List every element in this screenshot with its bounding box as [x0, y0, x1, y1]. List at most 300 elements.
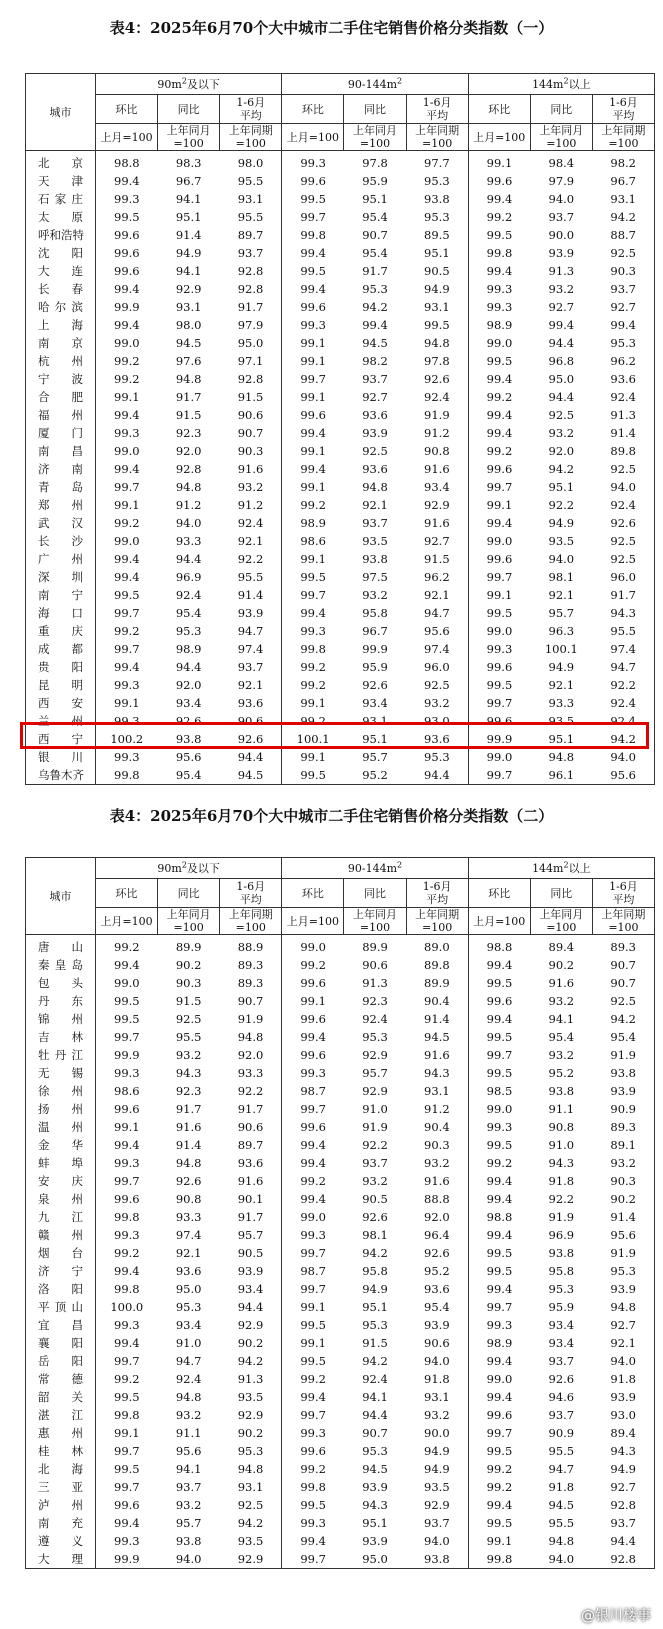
- value-cell: 96.1: [530, 766, 592, 785]
- city-cell: 深圳: [26, 568, 96, 586]
- value-cell: 90.3: [592, 262, 654, 280]
- value-cell: 92.5: [592, 532, 654, 550]
- value-cell: 100.1: [296, 732, 330, 746]
- city-cell: 太原: [26, 208, 96, 226]
- value-cell: 99.6: [486, 174, 513, 188]
- table-row: [26, 694, 655, 712]
- value-cell: 91.9: [592, 1244, 654, 1262]
- value-cell: 93.6: [592, 370, 654, 388]
- value-cell: 93.7: [592, 1514, 654, 1532]
- value-cell: 98.8: [486, 1210, 513, 1224]
- value-cell: 92.2: [592, 676, 654, 694]
- value-cell: 95.3: [175, 624, 202, 638]
- value-cell: 94.4: [362, 1408, 388, 1422]
- value-cell: 93.1: [406, 1388, 468, 1406]
- value-cell: 91.9: [362, 1120, 388, 1134]
- table-row: [26, 992, 655, 1010]
- value-cell: 92.4: [362, 1012, 388, 1026]
- table-row: [26, 956, 655, 974]
- city-cell: 扬州: [26, 1100, 96, 1118]
- value-cell: 99.0: [114, 976, 140, 990]
- value-cell: 90.6: [362, 958, 388, 972]
- table-row: [26, 1244, 655, 1262]
- city-cell: 天津: [26, 172, 96, 190]
- value-cell: 99.8: [114, 1282, 140, 1296]
- value-cell: 93.5: [362, 534, 388, 548]
- table-row: [26, 935, 655, 957]
- sub-header: 1-6月 平均: [592, 879, 654, 908]
- value-cell: 94.2: [220, 1352, 282, 1370]
- value-cell: 98.7: [300, 1084, 326, 1098]
- value-cell: 88.9: [220, 935, 282, 957]
- city-cell: 宁波: [26, 370, 96, 388]
- city-cell: 徐州: [26, 1082, 96, 1100]
- value-cell: 89.8: [406, 956, 468, 974]
- value-cell: 90.6: [220, 406, 282, 424]
- value-cell: 99.7: [300, 588, 326, 602]
- value-cell: 94.2: [220, 1514, 282, 1532]
- value-cell: 93.8: [406, 1550, 468, 1569]
- base-header: 上月=100: [468, 124, 530, 151]
- value-cell: 95.3: [406, 172, 468, 190]
- value-cell: 99.1: [300, 552, 326, 566]
- value-cell: 99.6: [300, 1048, 326, 1062]
- table-row: [26, 496, 655, 514]
- city-cell: 安庆: [26, 1172, 96, 1190]
- value-cell: 99.7: [300, 210, 326, 224]
- value-cell: 94.4: [175, 552, 202, 566]
- value-cell: 91.2: [406, 1100, 468, 1118]
- value-cell: 94.4: [175, 660, 202, 674]
- city-cell: 遵义: [26, 1532, 96, 1550]
- table-row: [26, 1154, 655, 1172]
- base-header: 上年同月 =100: [158, 908, 220, 935]
- value-cell: 89.1: [592, 1136, 654, 1154]
- sub-header: 环比: [96, 879, 158, 908]
- value-cell: 99.6: [114, 228, 140, 242]
- value-cell: 92.5: [592, 244, 654, 262]
- value-cell: 99.8: [114, 1408, 140, 1422]
- value-cell: 99.5: [114, 1462, 140, 1476]
- value-cell: 94.2: [362, 300, 388, 314]
- value-cell: 92.9: [220, 1316, 282, 1334]
- value-cell: 94.7: [406, 604, 468, 622]
- value-cell: 92.3: [175, 426, 202, 440]
- value-cell: 95.4: [548, 1030, 575, 1044]
- value-cell: 99.4: [114, 1336, 140, 1350]
- value-cell: 90.7: [220, 992, 282, 1010]
- value-cell: 92.0: [175, 444, 202, 458]
- city-cell: 包头: [26, 974, 96, 992]
- value-cell: 90.6: [406, 1334, 468, 1352]
- value-cell: 98.6: [300, 534, 326, 548]
- value-cell: 93.1: [220, 1478, 282, 1496]
- value-cell: 92.0: [220, 1046, 282, 1064]
- base-header: 上月=100: [282, 908, 344, 935]
- value-cell: 95.0: [220, 334, 282, 352]
- value-cell: 99.2: [300, 1372, 326, 1386]
- value-cell: 99.3: [114, 678, 140, 692]
- table-row: [26, 1028, 655, 1046]
- value-cell: 99.4: [486, 1192, 513, 1206]
- value-cell: 99.7: [282, 1550, 344, 1569]
- value-cell: 100.0: [110, 1300, 144, 1314]
- value-cell: 96.4: [406, 1226, 468, 1244]
- value-cell: 99.5: [486, 354, 513, 368]
- value-cell: 99.5: [486, 606, 513, 620]
- value-cell: 99.4: [486, 1390, 513, 1404]
- value-cell: 99.1: [114, 1426, 140, 1440]
- value-cell: 92.8: [220, 262, 282, 280]
- table-row: [26, 532, 655, 550]
- table-row: [26, 676, 655, 694]
- value-cell: 96.0: [592, 568, 654, 586]
- value-cell: 91.4: [406, 1010, 468, 1028]
- value-cell: 99.4: [300, 426, 326, 440]
- value-cell: 99.4: [300, 246, 326, 260]
- value-cell: 98.3: [175, 156, 202, 170]
- value-cell: 94.5: [406, 1028, 468, 1046]
- city-cell: 哈尔滨: [26, 298, 96, 316]
- table-row: [26, 388, 655, 406]
- value-cell: 99.0: [486, 750, 513, 764]
- value-cell: 93.5: [548, 714, 575, 728]
- value-cell: 95.2: [344, 766, 406, 785]
- city-cell: 成都: [26, 640, 96, 658]
- value-cell: 99.5: [406, 316, 468, 334]
- value-cell: 99.1: [300, 1336, 326, 1350]
- table-row: [26, 352, 655, 370]
- value-cell: 93.7: [548, 1408, 575, 1422]
- value-cell: 99.4: [300, 282, 326, 296]
- value-cell: 99.6: [114, 1498, 140, 1512]
- value-cell: 92.5: [175, 1012, 202, 1026]
- value-cell: 99.6: [300, 174, 326, 188]
- city-cell: 上海: [26, 316, 96, 334]
- table-row: [26, 1370, 655, 1388]
- city-cell: 丹东: [26, 992, 96, 1010]
- value-cell: 92.5: [592, 992, 654, 1010]
- value-cell: 91.4: [175, 1138, 202, 1152]
- value-cell: 94.7: [220, 622, 282, 640]
- city-cell: 济南: [26, 460, 96, 478]
- value-cell: 93.5: [220, 1388, 282, 1406]
- value-cell: 93.7: [406, 1514, 468, 1532]
- value-cell: 95.1: [406, 244, 468, 262]
- value-cell: 93.4: [362, 696, 388, 710]
- value-cell: 99.2: [486, 210, 513, 224]
- value-cell: 99.3: [114, 1318, 140, 1332]
- value-cell: 95.0: [175, 1282, 202, 1296]
- value-cell: 91.6: [406, 460, 468, 478]
- table-row: [26, 1496, 655, 1514]
- value-cell: 92.6: [406, 370, 468, 388]
- value-cell: 99.1: [486, 156, 513, 170]
- value-cell: 94.8: [362, 480, 388, 494]
- value-cell: 96.2: [592, 352, 654, 370]
- table-row: [26, 1118, 655, 1136]
- value-cell: 99.7: [114, 1444, 140, 1458]
- table-row: [26, 1208, 655, 1226]
- value-cell: 93.2: [406, 694, 468, 712]
- value-cell: 99.6: [114, 264, 140, 278]
- value-cell: 97.4: [406, 640, 468, 658]
- value-cell: 99.7: [468, 766, 530, 785]
- value-cell: 93.1: [406, 298, 468, 316]
- value-cell: 99.2: [300, 660, 326, 674]
- value-cell: 89.5: [406, 226, 468, 244]
- value-cell: 92.9: [406, 496, 468, 514]
- value-cell: 92.8: [592, 1496, 654, 1514]
- value-cell: 93.7: [362, 1156, 388, 1170]
- table-row: [26, 190, 655, 208]
- value-cell: 91.7: [175, 390, 202, 404]
- value-cell: 99.5: [486, 1030, 513, 1044]
- value-cell: 99.0: [486, 1102, 513, 1116]
- value-cell: 99.2: [114, 1246, 140, 1260]
- value-cell: 99.6: [300, 1120, 326, 1134]
- city-cell: 长沙: [26, 532, 96, 550]
- value-cell: 93.2: [548, 1048, 575, 1062]
- value-cell: 90.0: [548, 228, 575, 242]
- city-cell: 青岛: [26, 478, 96, 496]
- value-cell: 99.5: [486, 1516, 513, 1530]
- value-cell: 98.7: [300, 1264, 326, 1278]
- value-cell: 89.9: [175, 940, 202, 954]
- value-cell: 93.2: [548, 994, 575, 1008]
- value-cell: 99.3: [114, 1534, 140, 1548]
- value-cell: 98.0: [220, 151, 282, 173]
- value-cell: 99.1: [486, 498, 513, 512]
- value-cell: 93.7: [548, 1354, 575, 1368]
- value-cell: 93.7: [548, 210, 575, 224]
- value-cell: 99.9: [114, 1048, 140, 1062]
- value-cell: 97.1: [220, 352, 282, 370]
- value-cell: 99.2: [486, 1462, 513, 1476]
- value-cell: 99.5: [486, 1138, 513, 1152]
- value-cell: 91.8: [406, 1370, 468, 1388]
- value-cell: 99.5: [114, 1390, 140, 1404]
- table-row: [26, 316, 655, 334]
- value-cell: 95.1: [362, 1516, 388, 1530]
- value-cell: 91.2: [175, 498, 202, 512]
- value-cell: 99.4: [300, 462, 326, 476]
- value-cell: 99.8: [300, 228, 326, 242]
- value-cell: 92.5: [220, 1496, 282, 1514]
- value-cell: 91.5: [175, 994, 202, 1008]
- value-cell: 95.1: [175, 210, 202, 224]
- value-cell: 91.2: [220, 496, 282, 514]
- value-cell: 99.6: [300, 1444, 326, 1458]
- value-cell: 99.4: [300, 1138, 326, 1152]
- value-cell: 92.6: [406, 1244, 468, 1262]
- city-cell: 湛江: [26, 1406, 96, 1424]
- value-cell: 99.1: [114, 498, 140, 512]
- value-cell: 98.5: [486, 1084, 513, 1098]
- base-header: 上年同月 =100: [530, 908, 592, 935]
- group-header: $144m^2$以上: [468, 858, 654, 879]
- value-cell: 99.4: [114, 660, 140, 674]
- value-cell: 99.1: [114, 1120, 140, 1134]
- value-cell: 99.1: [300, 994, 326, 1008]
- city-cell: 温州: [26, 1118, 96, 1136]
- value-cell: 96.3: [548, 624, 575, 638]
- value-cell: 94.9: [406, 1442, 468, 1460]
- value-cell: 99.5: [300, 264, 326, 278]
- value-cell: 99.6: [486, 1408, 513, 1422]
- city-cell: 韶关: [26, 1388, 96, 1406]
- value-cell: 95.3: [406, 208, 468, 226]
- value-cell: 92.2: [220, 1082, 282, 1100]
- value-cell: 99.4: [486, 958, 513, 972]
- value-cell: 95.9: [548, 1300, 575, 1314]
- value-cell: 93.2: [220, 478, 282, 496]
- value-cell: 93.0: [592, 1406, 654, 1424]
- value-cell: 95.0: [344, 1550, 406, 1569]
- value-cell: 89.3: [220, 956, 282, 974]
- value-cell: 99.5: [114, 994, 140, 1008]
- value-cell: 99.9: [96, 1550, 158, 1569]
- value-cell: 94.3: [592, 1442, 654, 1460]
- value-cell: 99.0: [486, 534, 513, 548]
- table-row: [26, 1172, 655, 1190]
- value-cell: 94.5: [548, 1498, 575, 1512]
- value-cell: 94.8: [406, 334, 468, 352]
- value-cell: 94.0: [548, 552, 575, 566]
- value-cell: 95.4: [362, 246, 388, 260]
- table-row: [26, 730, 655, 748]
- value-cell: 91.8: [548, 1174, 575, 1188]
- city-header: 城市: [26, 74, 96, 151]
- value-cell: 98.9: [175, 642, 202, 656]
- value-cell: 93.2: [175, 1408, 202, 1422]
- value-cell: 93.2: [548, 426, 575, 440]
- value-cell: 92.8: [592, 1550, 654, 1569]
- value-cell: 91.7: [592, 586, 654, 604]
- value-cell: 99.5: [486, 1444, 513, 1458]
- sub-header: 1-6月 平均: [220, 879, 282, 908]
- city-cell: 锦州: [26, 1010, 96, 1028]
- value-cell: 99.6: [300, 408, 326, 422]
- value-cell: 99.7: [486, 1300, 513, 1314]
- value-cell: 95.8: [362, 1264, 388, 1278]
- value-cell: 93.7: [220, 244, 282, 262]
- value-cell: 91.7: [220, 1208, 282, 1226]
- value-cell: 91.6: [406, 1172, 468, 1190]
- value-cell: 89.4: [548, 940, 575, 954]
- value-cell: 99.7: [114, 1030, 140, 1044]
- value-cell: 93.4: [175, 1318, 202, 1332]
- value-cell: 91.5: [406, 550, 468, 568]
- value-cell: 93.1: [592, 190, 654, 208]
- value-cell: 93.6: [362, 462, 388, 476]
- city-cell: 九江: [26, 1208, 96, 1226]
- value-cell: 94.8: [220, 1460, 282, 1478]
- table-row: [26, 550, 655, 568]
- value-cell: 99.3: [300, 1516, 326, 1530]
- value-cell: 98.8: [114, 156, 140, 170]
- value-cell: 99.3: [486, 282, 513, 296]
- value-cell: 93.1: [362, 714, 388, 728]
- value-cell: 93.8: [548, 1084, 575, 1098]
- value-cell: 99.2: [114, 624, 140, 638]
- value-cell: 99.3: [114, 1066, 140, 1080]
- city-cell: 金华: [26, 1136, 96, 1154]
- table-row: [26, 406, 655, 424]
- value-cell: 96.8: [548, 354, 575, 368]
- value-cell: 99.5: [300, 1498, 326, 1512]
- value-cell: 93.3: [175, 534, 202, 548]
- value-cell: 93.8: [406, 190, 468, 208]
- city-cell: 蚌埠: [26, 1154, 96, 1172]
- city-cell: 海口: [26, 604, 96, 622]
- value-cell: 99.4: [486, 408, 513, 422]
- sub-header: 1-6月 平均: [592, 95, 654, 124]
- value-cell: 95.6: [175, 750, 202, 764]
- city-cell: 吉林: [26, 1028, 96, 1046]
- value-cell: 92.5: [548, 408, 575, 422]
- table-row: [26, 1082, 655, 1100]
- table-row: [26, 1406, 655, 1424]
- table-row: [26, 748, 655, 766]
- value-cell: 99.5: [300, 570, 326, 584]
- value-cell: 95.5: [592, 622, 654, 640]
- table-row: [26, 151, 655, 173]
- value-cell: 99.2: [300, 958, 326, 972]
- base-header: 上月=100: [96, 124, 158, 151]
- value-cell: 99.4: [300, 1192, 326, 1206]
- value-cell: 99.0: [114, 534, 140, 548]
- city-cell: 厦门: [26, 424, 96, 442]
- value-cell: 99.2: [114, 516, 140, 530]
- value-cell: 99.4: [486, 1282, 513, 1296]
- value-cell: 94.8: [175, 480, 202, 494]
- value-cell: 94.2: [592, 730, 654, 748]
- value-cell: 99.4: [114, 462, 140, 476]
- city-cell: 乌鲁木齐: [26, 766, 96, 785]
- value-cell: 99.4: [362, 318, 388, 332]
- watermark: @银川楼事: [581, 1608, 651, 1624]
- value-cell: 92.0: [548, 444, 575, 458]
- value-cell: 92.5: [406, 676, 468, 694]
- value-cell: 93.9: [592, 1082, 654, 1100]
- value-cell: 99.4: [114, 282, 140, 296]
- value-cell: 92.7: [362, 390, 388, 404]
- value-cell: 96.0: [406, 658, 468, 676]
- value-cell: 99.3: [486, 300, 513, 314]
- value-cell: 92.7: [592, 298, 654, 316]
- value-cell: 99.7: [114, 1354, 140, 1368]
- city-cell: 银川: [26, 748, 96, 766]
- value-cell: 95.9: [362, 660, 388, 674]
- value-cell: 99.1: [486, 1534, 513, 1548]
- value-cell: 93.4: [406, 478, 468, 496]
- value-cell: 94.1: [548, 1012, 575, 1026]
- value-cell: 99.3: [114, 714, 140, 728]
- value-cell: 99.5: [486, 1264, 513, 1278]
- value-cell: 96.7: [175, 174, 202, 188]
- value-cell: 92.4: [592, 712, 654, 730]
- value-cell: 94.8: [220, 1028, 282, 1046]
- value-cell: 95.1: [362, 732, 388, 746]
- city-cell: 襄阳: [26, 1334, 96, 1352]
- value-cell: 99.4: [114, 570, 140, 584]
- table-1-title: 表4：2025年6月70个大中城市二手住宅销售价格分类指数（一）: [109, 19, 554, 37]
- value-cell: 93.6: [406, 730, 468, 748]
- value-cell: 92.0: [406, 1208, 468, 1226]
- value-cell: 95.7: [175, 1516, 202, 1530]
- value-cell: 95.7: [548, 606, 575, 620]
